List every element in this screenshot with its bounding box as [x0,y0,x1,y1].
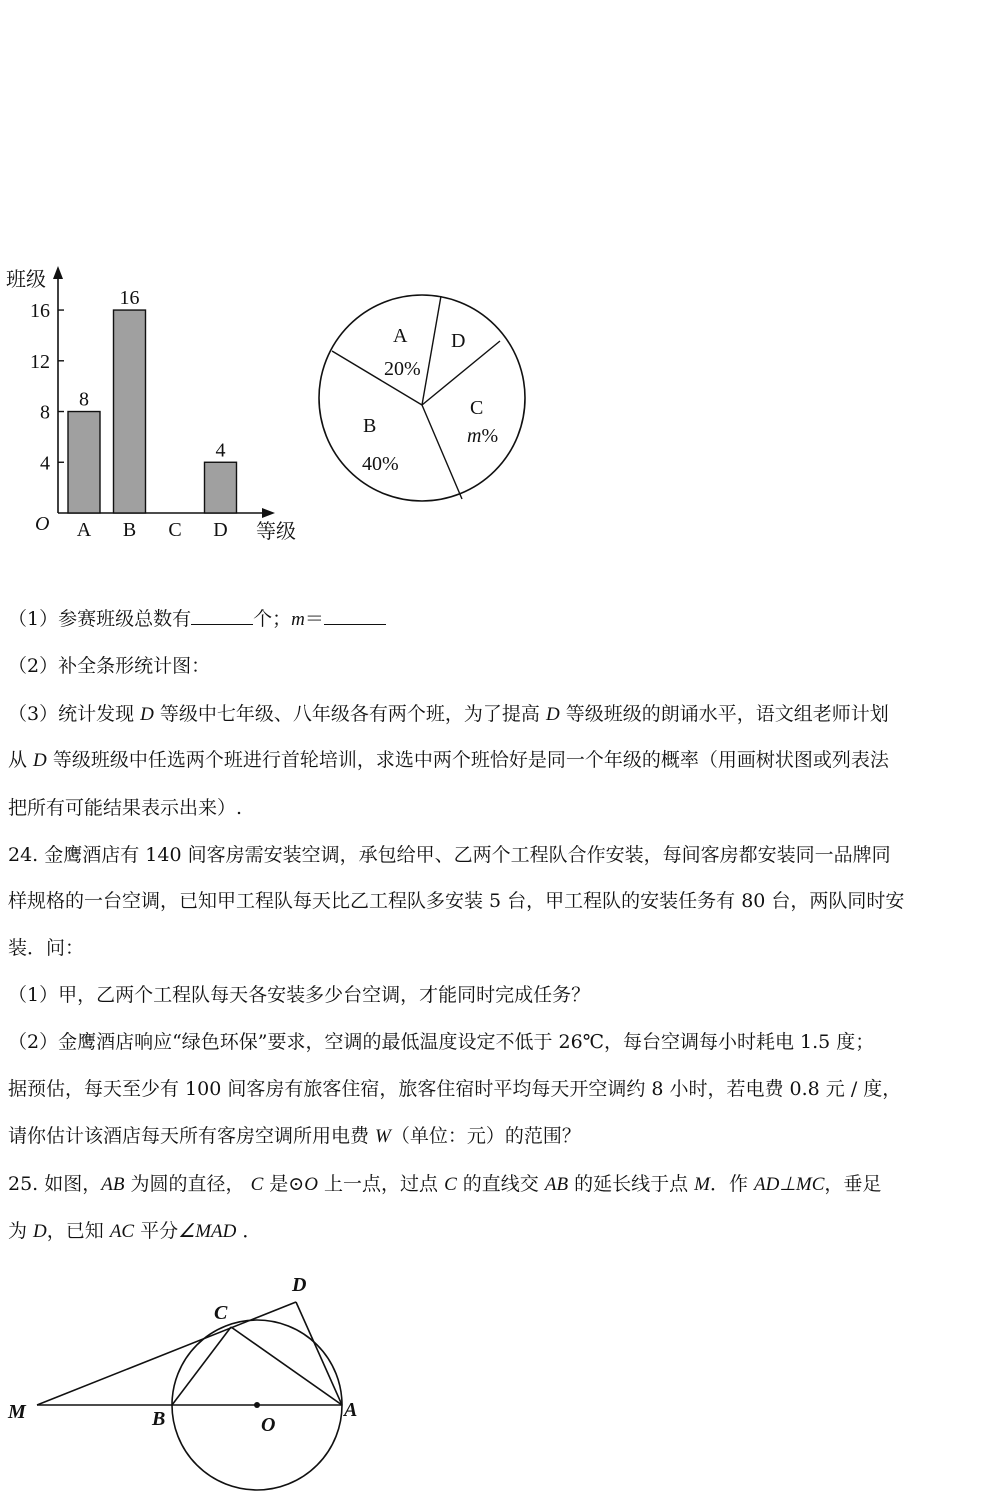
point-label-b: B [152,1408,166,1430]
q25-text-f: 的延长线于点 [568,1173,695,1195]
pie-percent-c: m% [467,425,499,447]
q23-part3-text-b: 等级中七年级、八年级各有两个班，为了提高 [153,703,546,725]
q24-line1: 24. 金鹰酒店有 140 间客房需安装空调，承包给甲、乙两个工程队合作安装，每间客房都安装同一品牌同 [8,844,891,866]
segment-md [37,1302,296,1405]
q23-part1-m: m [291,609,305,630]
bar-value-label-D: 4 [215,439,226,462]
pie-divider-c-b [422,405,462,499]
q25-text-d: 上一点，过点 [317,1173,445,1195]
bar-B [114,310,146,513]
bar-ytick-label-16: 16 [30,300,50,323]
q23-part3-text-c: 等级班级的朗诵水平，语文组老师计划 [559,703,889,725]
q24-part1: （1）甲，乙两个工程队每天各安装多少台空调，才能同时完成任务？ [8,984,591,1006]
q23-part1-text-b: 个； [253,608,292,630]
answer-blank-m[interactable] [324,606,386,625]
bar-category-label-A: A [76,519,92,541]
pie-label-b: B [363,415,377,437]
pie-label-a: A [393,325,408,347]
q25-ab: AB [101,1174,125,1195]
pie-label-c: C [470,397,484,419]
bar-ytick-label-12: 12 [30,350,50,373]
q25-l2-d: D [33,1221,47,1242]
q24-line2: 样规格的一台空调，已知甲工程队每天比乙工程队多安装 5 台，甲工程队的安装任务有 80 台，两队同时安 [8,890,905,912]
q25-text-a: 25. 如图， [8,1173,102,1195]
q25-l2-c: 平分 [134,1220,179,1242]
point-label-a: A [344,1399,358,1421]
point-label-d: D [292,1274,307,1296]
bar-ytick-label-8: 8 [40,401,50,424]
q25-text-c: 是⊙ [263,1173,305,1195]
q25-l2-b: ，已知 [46,1220,110,1242]
bar-value-label-B: 16 [119,287,140,310]
bar-category-label-C: C [168,519,182,541]
q25-line2 [8,1219,261,1244]
q23-part2: （2）补全条形统计图： [8,655,211,677]
center-dot [254,1402,260,1408]
q23-part3-l2-d: D [33,750,47,771]
q25-ab2: AB [544,1174,569,1195]
q23-part3-text-a: （3）统计发现 [8,703,141,725]
point-label-o: O [261,1414,276,1436]
q24-part2-w: W [375,1126,391,1147]
answer-blank-total[interactable] [191,606,253,625]
bar-category-label-D: D [213,519,228,541]
pie-chart [319,295,525,501]
q25-l2-mad: ∠MAD [178,1221,237,1242]
q25-m: M [694,1174,710,1195]
q24-part2-line1: （2）金鹰酒店响应“绿色环保”要求，空调的最低温度设定不低于 26℃，每台空调每小时耗电 1.5 度； [8,1031,875,1053]
pie-percent-a: 20% [384,358,421,380]
bar-origin: O [35,513,50,535]
point-label-m: M [8,1401,26,1423]
point-label-c: C [214,1302,228,1324]
q25-ad-perp-mc: AD⊥MC [754,1174,825,1195]
bar-ylabel: 班级 [6,269,46,291]
q23-part1-eq: ＝ [304,608,324,630]
q23-part3-line2 [8,748,889,773]
q24-part2-line3 [8,1124,581,1149]
q25-text-e: 的直线交 [456,1173,545,1195]
bar-y-arrow [53,266,63,279]
q25-text-h: ，垂足 [824,1173,882,1195]
bar-chart [6,266,296,543]
bar-D [205,462,237,513]
q25-l2-a: 为 [8,1220,34,1242]
q25-l2-e: ． [236,1220,262,1242]
q24-part2-l3-a: 请你估计该酒店每天所有客房空调所用电费 [8,1125,376,1147]
bar-xlabel: 等级 [256,521,296,543]
bar-category-label-B: B [122,519,137,541]
q25-text-g: ．作 [709,1173,755,1195]
q23-part3-line1 [8,702,889,727]
q24-part2-l3-b: （单位：元）的范围？ [390,1125,581,1147]
q25-line1 [8,1172,881,1197]
q24-part2-line2: 据预估，每天至少有 100 间客房有旅客住宿，旅客住宿时平均每天开空调约 8 小时，若电费 0.8 元 / 度， [8,1078,902,1100]
q23-part1-text-a: （1）参赛班级总数有 [8,608,192,630]
q23-part3-l2-b: 等级班级中任选两个班进行首轮培训，求选中两个班恰好是同一个年级的概率（用画树状图或列表法 [46,749,889,771]
geometry-figure [7,1274,357,1490]
q23-part3-l2-a: 从 [8,749,34,771]
pie-label-d: D [451,330,466,352]
q25-c1: C [250,1174,264,1195]
q25-l2-ac: AC [109,1221,135,1242]
pie-divider-a-d [422,296,441,405]
q25-text-b: 为圆的直径， [124,1173,251,1195]
q23-part1 [8,606,386,632]
pie-outline [319,295,525,501]
q23-part3-d2: D [545,704,560,725]
pie-percent-b: 40% [362,453,399,475]
q23-part3-line3: 把所有可能结果表示出来）. [8,797,243,819]
q25-c2: C [444,1174,457,1195]
bar-value-label-A: 8 [79,388,89,411]
q25-o: O [304,1174,318,1195]
q23-part3-d1: D [140,704,154,725]
bar-A [68,412,100,513]
q24-line3: 装．问： [8,937,85,959]
bar-x-arrow [262,508,275,518]
bar-ytick-label-4: 4 [40,452,50,475]
